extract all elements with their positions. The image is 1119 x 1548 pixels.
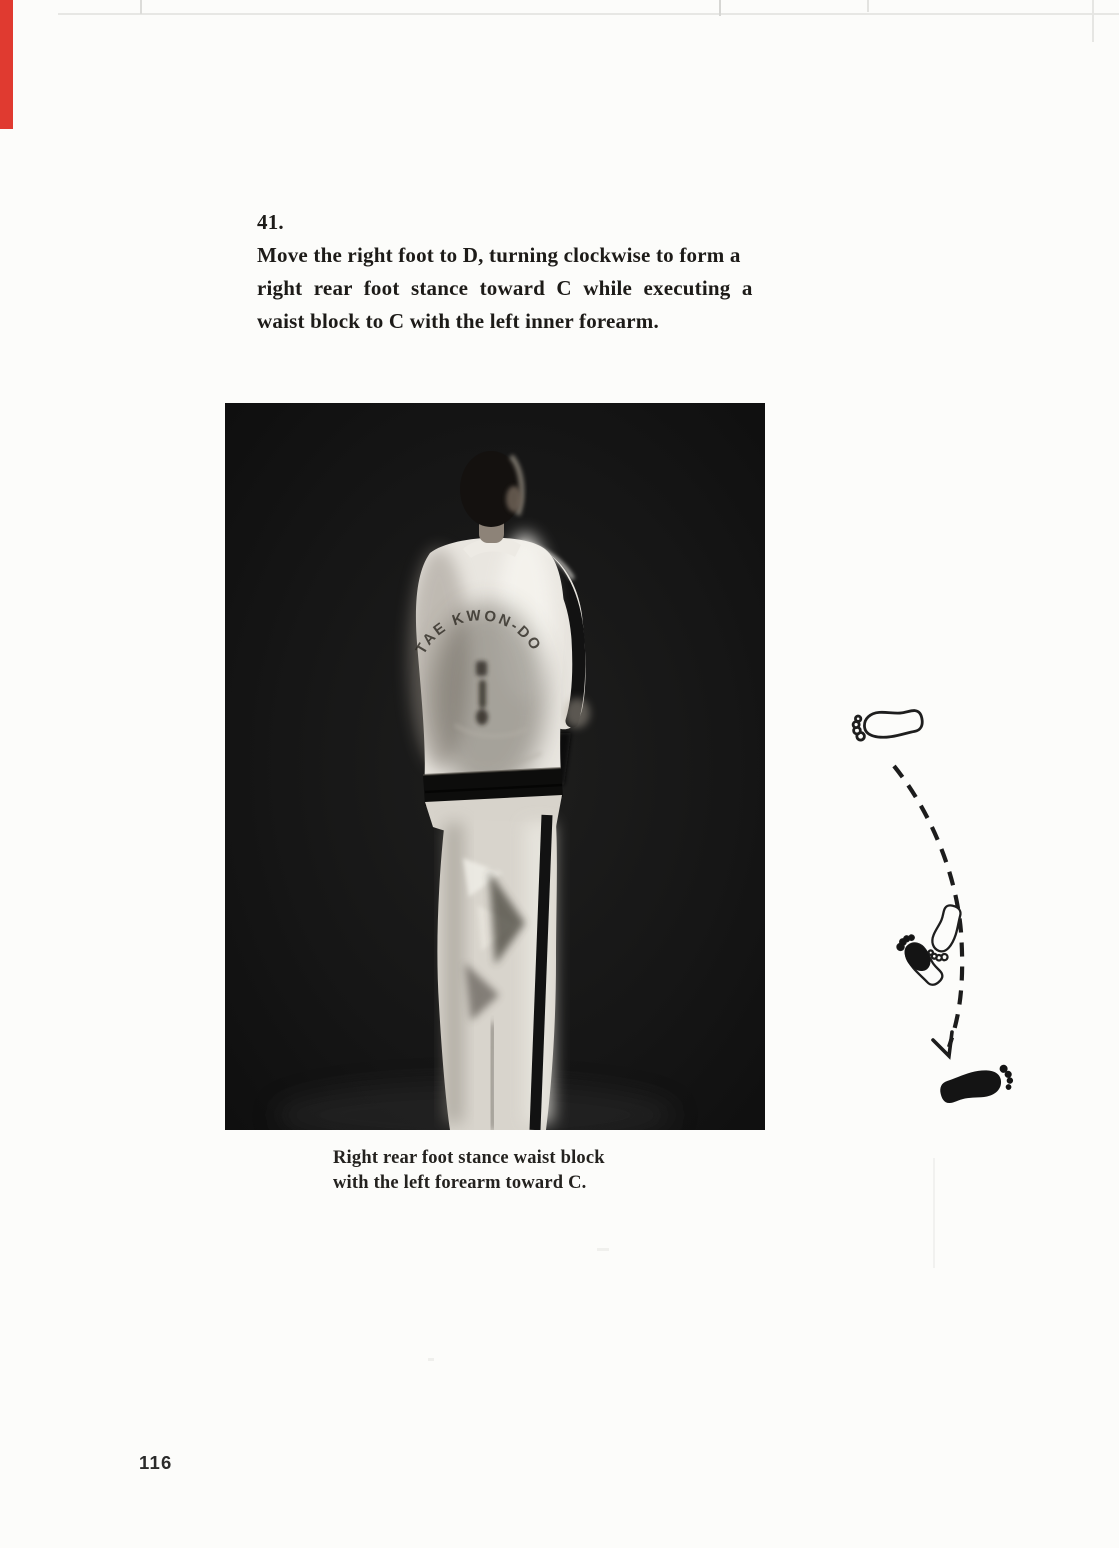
step-text <box>257 239 887 338</box>
caption-line-2: with the left forearm toward C. <box>333 1173 587 1193</box>
step-instruction <box>257 206 887 338</box>
page-number: 116 <box>139 1452 173 1473</box>
scan-tick-3 <box>867 0 869 12</box>
scan-tick-4 <box>1092 0 1094 42</box>
back-lettering: TAE KWON-DO <box>412 607 546 658</box>
jacket <box>409 533 573 799</box>
scan-faint-vline <box>933 1158 935 1268</box>
scan-tick-1 <box>140 0 142 14</box>
photograph <box>225 403 765 1130</box>
leg-crease <box>492 1023 494 1130</box>
step-text-line-1: Move the right foot to D, turning clockwise to form a <box>257 243 741 267</box>
photo-figure-svg <box>225 403 765 1130</box>
step-number: 41. <box>257 210 284 234</box>
step-text-line-3: waist block to C with the left inner forearm. <box>257 309 659 333</box>
cheek-highlight <box>506 486 522 512</box>
scan-tick-2 <box>719 0 721 16</box>
footprint-solid-bottom-icon <box>937 1063 1015 1106</box>
footprint-outline-middle-icon <box>926 903 965 963</box>
footprint-outline-top-icon <box>852 708 924 741</box>
hand-hint <box>564 698 590 728</box>
pants-left-shadow <box>445 823 463 1123</box>
caption-line-1: Right rear foot stance waist block <box>333 1148 605 1168</box>
scan-line-horizontal <box>58 13 1119 15</box>
paper-smudge-1 <box>597 1248 609 1251</box>
red-edge-strip <box>0 0 13 129</box>
paper-smudge-2 <box>428 1358 434 1361</box>
step-text-line-2: right rear foot stance toward C while executing a <box>257 276 753 300</box>
arrowhead-icon <box>933 1032 952 1056</box>
pants <box>437 815 556 1130</box>
photo-caption <box>333 1146 605 1196</box>
movement-diagram <box>850 690 1030 1120</box>
